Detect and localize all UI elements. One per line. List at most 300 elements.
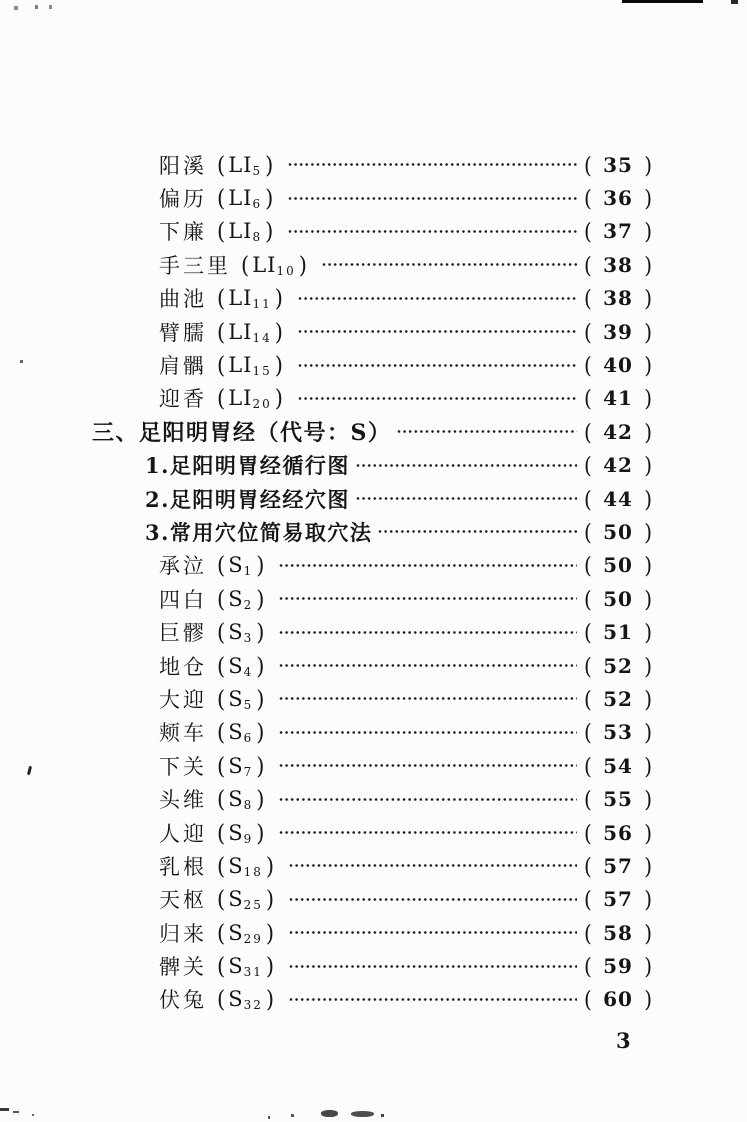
- entry-title: 承泣: [159, 554, 207, 579]
- meridian-code: LI: [228, 319, 253, 344]
- point-code: [238, 253, 310, 277]
- entry-title: 偏历: [159, 187, 207, 212]
- toc-row: [0, 549, 655, 582]
- entry-title: 曲池: [159, 287, 207, 312]
- code-open-paren: (: [217, 151, 226, 179]
- scan-speck: [20, 360, 23, 363]
- dotted-leader: [298, 388, 577, 409]
- dotted-leader: [288, 221, 577, 242]
- code-open-paren: (: [217, 551, 226, 579]
- pageref-number: 60: [603, 987, 633, 1012]
- pageref-open-paren: (: [584, 251, 592, 279]
- code-open-paren: (: [217, 284, 226, 312]
- toc-row: [0, 916, 655, 949]
- pageref-open-paren: (: [584, 551, 592, 579]
- scan-speck: [0, 1108, 9, 1111]
- entry-title: 地仓: [159, 654, 207, 679]
- meridian-code: LI: [252, 252, 277, 277]
- point-code: [214, 921, 277, 945]
- pageref-close-paren: ): [644, 151, 652, 179]
- dotted-leader: [288, 188, 577, 209]
- code-open-paren: (: [217, 618, 226, 646]
- dotted-leader: [279, 555, 577, 576]
- code-open-paren: (: [217, 184, 226, 212]
- pageref-number: 53: [603, 720, 633, 745]
- pageref-number: 37: [603, 219, 633, 244]
- pageref-close-paren: ): [644, 752, 652, 780]
- entry-title: 乳根: [159, 854, 207, 879]
- toc-row: [0, 181, 655, 214]
- point-code: [214, 987, 277, 1011]
- page-reference: [581, 153, 655, 177]
- page-reference: [581, 821, 655, 845]
- page-reference: [581, 687, 655, 711]
- point-number-subscript: 29: [243, 931, 263, 946]
- page-reference: [581, 286, 655, 310]
- meridian-code: S: [228, 653, 244, 678]
- entry-title: 三、足阳明胃经（代号：S）: [92, 420, 392, 447]
- code-close-paren: ): [256, 685, 265, 713]
- toc-row: [0, 148, 655, 181]
- pageref-close-paren: ): [644, 718, 652, 746]
- dotted-leader: [298, 355, 577, 376]
- pageref-open-paren: (: [584, 718, 592, 746]
- dotted-leader: [356, 455, 577, 476]
- code-close-paren: ): [256, 718, 265, 746]
- meridian-code: S: [228, 887, 244, 912]
- page-reference: [581, 587, 655, 611]
- page-reference: [581, 420, 655, 444]
- toc-row: [0, 849, 655, 882]
- entry-title: 下廉: [159, 220, 207, 245]
- entry-title: 1.足阳明胃经循行图: [145, 453, 350, 479]
- scan-speck: [32, 1114, 34, 1116]
- toc-row: [0, 983, 655, 1016]
- pageref-close-paren: ): [644, 184, 652, 212]
- point-number-subscript: 18: [243, 864, 263, 879]
- point-number-subscript: 6: [252, 197, 263, 212]
- page-reference: [581, 487, 655, 511]
- pageref-close-paren: ): [644, 685, 652, 713]
- pageref-number: 57: [603, 887, 633, 912]
- meridian-code: S: [228, 620, 244, 645]
- page-reference: [581, 453, 655, 477]
- pageref-open-paren: (: [584, 752, 592, 780]
- dotted-leader: [298, 288, 577, 309]
- meridian-code: LI: [228, 186, 253, 211]
- pageref-close-paren: ): [644, 485, 652, 513]
- meridian-code: S: [228, 686, 244, 711]
- meridian-code: LI: [228, 152, 253, 177]
- dotted-leader: [289, 956, 577, 977]
- code-open-paren: (: [217, 652, 226, 679]
- entry-title: 大迎: [159, 687, 207, 712]
- meridian-code: S: [228, 820, 244, 845]
- pageref-open-paren: (: [584, 585, 592, 613]
- code-close-paren: ): [265, 885, 275, 913]
- dotted-leader: [279, 822, 577, 843]
- dotted-leader: [397, 421, 577, 442]
- pageref-close-paren: ): [644, 919, 652, 947]
- dotted-leader: [279, 655, 577, 676]
- entry-title: 手三里: [159, 253, 231, 278]
- pageref-open-paren: (: [584, 919, 592, 947]
- code-close-paren: ): [274, 351, 283, 379]
- pageref-open-paren: (: [584, 518, 592, 546]
- meridian-code: S: [228, 553, 244, 578]
- point-number-subscript: 25: [243, 898, 263, 913]
- pageref-open-paren: (: [584, 451, 592, 479]
- pageref-number: 41: [603, 386, 633, 411]
- page-reference: [581, 386, 655, 410]
- point-code: [214, 687, 267, 711]
- entry-title: 阳溪: [159, 153, 207, 178]
- point-number-subscript: 32: [243, 998, 263, 1013]
- toc-row: [0, 716, 655, 749]
- scan-speck: [381, 1114, 384, 1117]
- meridian-code: S: [228, 753, 244, 778]
- code-open-paren: (: [217, 819, 226, 846]
- entry-title: 2.足阳明胃经经穴图: [145, 486, 350, 512]
- code-close-paren: ): [256, 752, 265, 780]
- entry-title: 3.常用穴位简易取穴法: [145, 519, 373, 545]
- code-close-paren: ): [265, 218, 274, 245]
- pageref-number: 54: [603, 753, 633, 778]
- point-number-subscript: 3: [243, 631, 254, 646]
- page-reference: [581, 253, 655, 277]
- toc-row: [0, 649, 655, 682]
- pageref-open-paren: (: [584, 885, 592, 913]
- entry-title: 髀关: [159, 955, 207, 980]
- pageref-close-paren: ): [644, 652, 652, 679]
- code-open-paren: (: [217, 852, 226, 880]
- meridian-code: S: [228, 954, 244, 979]
- scan-speck: [14, 6, 18, 10]
- page-reference: [581, 921, 655, 945]
- page-reference: [581, 520, 655, 544]
- pageref-number: 59: [603, 954, 633, 979]
- point-code: [214, 754, 267, 778]
- meridian-code: S: [228, 987, 244, 1012]
- dotted-leader: [279, 688, 577, 709]
- toc-row: [0, 215, 655, 248]
- entry-title: 归来: [159, 921, 207, 946]
- code-open-paren: (: [217, 885, 226, 913]
- scan-speck: [13, 1111, 19, 1113]
- dotted-leader: [356, 488, 577, 509]
- code-close-paren: ): [265, 852, 275, 880]
- toc-row: [0, 782, 655, 815]
- point-code: [214, 587, 267, 611]
- code-open-paren: (: [217, 785, 226, 813]
- point-number-subscript: 8: [252, 230, 263, 245]
- scan-smudge: [321, 1110, 338, 1117]
- pageref-number: 55: [603, 787, 633, 812]
- code-close-paren: ): [274, 318, 283, 346]
- page-reference: [581, 620, 655, 644]
- entry-title: 四白: [159, 587, 207, 612]
- entry-title: 人迎: [159, 821, 207, 846]
- pageref-number: 38: [603, 252, 633, 277]
- code-close-paren: ): [274, 284, 283, 312]
- point-number-subscript: 2: [243, 597, 254, 612]
- point-code: [214, 654, 267, 678]
- page-reference: [581, 219, 655, 243]
- code-open-paren: (: [217, 318, 226, 346]
- pageref-close-paren: ): [644, 284, 652, 312]
- point-code: [214, 286, 286, 310]
- code-open-paren: (: [217, 218, 226, 245]
- meridian-code: S: [228, 853, 244, 878]
- point-number-subscript: 14: [252, 330, 272, 345]
- dotted-leader: [289, 889, 577, 910]
- page-reference: [581, 987, 655, 1011]
- dotted-leader: [289, 922, 577, 943]
- pageref-open-paren: (: [584, 952, 592, 980]
- point-number-subscript: 5: [252, 163, 263, 178]
- code-close-paren: ): [256, 618, 265, 646]
- dotted-leader: [322, 254, 577, 275]
- toc-row: [0, 248, 655, 281]
- pageref-number: 42: [603, 419, 633, 444]
- pageref-open-paren: (: [584, 184, 592, 212]
- toc-row: [0, 949, 655, 982]
- pageref-open-paren: (: [584, 485, 592, 513]
- dotted-leader: [279, 755, 577, 776]
- pageref-open-paren: (: [584, 151, 592, 179]
- meridian-code: S: [228, 720, 244, 745]
- scan-speck: [49, 5, 52, 9]
- pageref-close-paren: ): [644, 418, 652, 446]
- point-code: [214, 787, 267, 811]
- pageref-number: 50: [603, 553, 633, 578]
- page-reference: [581, 754, 655, 778]
- page-reference: [581, 353, 655, 377]
- pageref-open-paren: (: [584, 986, 592, 1013]
- meridian-code: S: [228, 787, 244, 812]
- pageref-open-paren: (: [584, 351, 592, 379]
- scan-speck: [291, 1114, 294, 1117]
- meridian-code: LI: [228, 386, 253, 411]
- pageref-number: 35: [603, 152, 633, 177]
- toc-row: [0, 749, 655, 782]
- pageref-number: 42: [603, 453, 633, 478]
- code-close-paren: ): [265, 151, 274, 179]
- point-number-subscript: 6: [243, 731, 254, 746]
- toc-row: [0, 449, 655, 482]
- pageref-close-paren: ): [644, 384, 652, 412]
- code-open-paren: (: [217, 351, 226, 379]
- point-number-subscript: 10: [276, 263, 296, 278]
- toc-row: [0, 282, 655, 315]
- code-open-paren: (: [217, 752, 226, 780]
- code-close-paren: ): [298, 251, 307, 279]
- pageref-open-paren: (: [584, 785, 592, 813]
- point-code: [214, 821, 267, 845]
- pageref-number: 51: [603, 620, 633, 645]
- entry-title: 迎香: [159, 387, 207, 412]
- entry-title: 颊车: [159, 721, 207, 746]
- code-open-paren: (: [217, 585, 226, 613]
- page-reference: [581, 787, 655, 811]
- entry-title: 臂臑: [159, 320, 207, 345]
- pageref-close-paren: ): [644, 551, 652, 579]
- code-close-paren: ): [265, 986, 275, 1013]
- pageref-close-paren: ): [644, 618, 652, 646]
- point-code: [214, 219, 276, 243]
- page-reference: [581, 320, 655, 344]
- code-open-paren: (: [241, 251, 250, 279]
- pageref-close-paren: ): [644, 952, 652, 980]
- dotted-leader: [288, 154, 577, 175]
- pageref-close-paren: ): [644, 585, 652, 613]
- entry-title: 肩髃: [159, 354, 207, 379]
- pageref-close-paren: ): [644, 785, 652, 813]
- dotted-leader: [378, 521, 577, 542]
- pageref-number: 57: [603, 853, 633, 878]
- point-code: [214, 386, 286, 410]
- pageref-number: 36: [603, 186, 633, 211]
- point-number-subscript: 9: [243, 831, 254, 846]
- point-code: [214, 720, 267, 744]
- point-number-subscript: 8: [243, 798, 254, 813]
- toc-row: [0, 482, 655, 515]
- scan-speck: [268, 1116, 270, 1119]
- code-open-paren: (: [217, 919, 226, 947]
- point-code: [214, 186, 276, 210]
- page-reference: [581, 720, 655, 744]
- pageref-close-paren: ): [644, 986, 652, 1013]
- point-number-subscript: 31: [243, 965, 263, 980]
- point-number-subscript: 4: [243, 664, 254, 679]
- code-close-paren: ): [274, 384, 283, 412]
- toc-row: [0, 883, 655, 916]
- page-footer-number: 3: [616, 1028, 631, 1053]
- meridian-code: LI: [228, 219, 253, 244]
- code-close-paren: ): [256, 819, 265, 846]
- code-close-paren: ): [256, 585, 265, 613]
- entry-title: 伏兔: [159, 988, 207, 1013]
- pageref-open-paren: (: [584, 819, 592, 846]
- scan-edge-bar: [622, 0, 703, 3]
- pageref-open-paren: (: [584, 418, 592, 446]
- toc-row: [0, 415, 655, 448]
- pageref-close-paren: ): [644, 518, 652, 546]
- pageref-close-paren: ): [644, 852, 652, 880]
- toc-row: [0, 348, 655, 381]
- pageref-close-paren: ): [644, 451, 652, 479]
- page-reference: [581, 887, 655, 911]
- code-close-paren: ): [256, 551, 265, 579]
- code-open-paren: (: [217, 718, 226, 746]
- toc-row: [0, 315, 655, 348]
- pageref-close-paren: ): [644, 318, 652, 346]
- point-code: [214, 854, 277, 878]
- toc-row: [0, 382, 655, 415]
- pageref-close-paren: ): [644, 885, 652, 913]
- code-close-paren: ): [256, 652, 265, 679]
- toc-list: [0, 148, 747, 1016]
- pageref-open-paren: (: [584, 852, 592, 880]
- point-number-subscript: 15: [252, 364, 272, 379]
- page-reference: [581, 854, 655, 878]
- meridian-code: S: [228, 586, 244, 611]
- pageref-number: 44: [603, 486, 633, 511]
- pageref-close-paren: ): [644, 351, 652, 379]
- code-close-paren: ): [265, 184, 274, 212]
- dotted-leader: [279, 622, 577, 643]
- scan-speck: [35, 5, 38, 9]
- toc-row: [0, 615, 655, 648]
- point-number-subscript: 7: [243, 764, 254, 779]
- meridian-code: LI: [228, 353, 253, 378]
- meridian-code: LI: [228, 286, 253, 311]
- point-code: [214, 320, 286, 344]
- scan-speck: [731, 0, 738, 4]
- toc-row: [0, 582, 655, 615]
- pageref-open-paren: (: [584, 618, 592, 646]
- dotted-leader: [279, 789, 577, 810]
- point-code: [214, 553, 267, 577]
- pageref-open-paren: (: [584, 685, 592, 713]
- pageref-open-paren: (: [584, 652, 592, 679]
- dotted-leader: [289, 989, 577, 1010]
- code-open-paren: (: [217, 384, 226, 412]
- point-code: [214, 620, 267, 644]
- pageref-number: 52: [603, 686, 633, 711]
- dotted-leader: [289, 855, 577, 876]
- pageref-close-paren: ): [644, 251, 652, 279]
- pageref-number: 50: [603, 519, 633, 544]
- meridian-code: S: [228, 920, 244, 945]
- point-number-subscript: 11: [252, 297, 272, 312]
- pageref-close-paren: ): [644, 218, 652, 245]
- dotted-leader: [279, 588, 577, 609]
- code-open-paren: (: [217, 952, 226, 980]
- code-close-paren: ): [256, 785, 265, 813]
- code-open-paren: (: [217, 685, 226, 713]
- entry-title: 巨髎: [159, 621, 207, 646]
- entry-title: 天枢: [159, 888, 207, 913]
- pageref-open-paren: (: [584, 284, 592, 312]
- point-code: [214, 153, 276, 177]
- scan-smudge: [351, 1111, 374, 1117]
- pageref-number: 56: [603, 820, 633, 845]
- point-number-subscript: 1: [243, 564, 254, 579]
- entry-title: 头维: [159, 788, 207, 813]
- dotted-leader: [298, 321, 577, 342]
- code-open-paren: (: [217, 986, 226, 1013]
- point-code: [214, 353, 286, 377]
- pageref-open-paren: (: [584, 318, 592, 346]
- pageref-number: 39: [603, 319, 633, 344]
- pageref-number: 38: [603, 286, 633, 311]
- code-close-paren: ): [265, 952, 275, 980]
- point-number-subscript: 5: [243, 697, 254, 712]
- point-code: [214, 887, 277, 911]
- point-number-subscript: 20: [252, 397, 272, 412]
- pageref-number: 58: [603, 920, 633, 945]
- dotted-leader: [279, 722, 577, 743]
- pageref-close-paren: ): [644, 819, 652, 846]
- page-reference: [581, 553, 655, 577]
- code-close-paren: ): [265, 919, 275, 947]
- point-code: [214, 954, 277, 978]
- toc-row: [0, 515, 655, 548]
- pageref-open-paren: (: [584, 218, 592, 245]
- page-reference: [581, 654, 655, 678]
- pageref-number: 50: [603, 586, 633, 611]
